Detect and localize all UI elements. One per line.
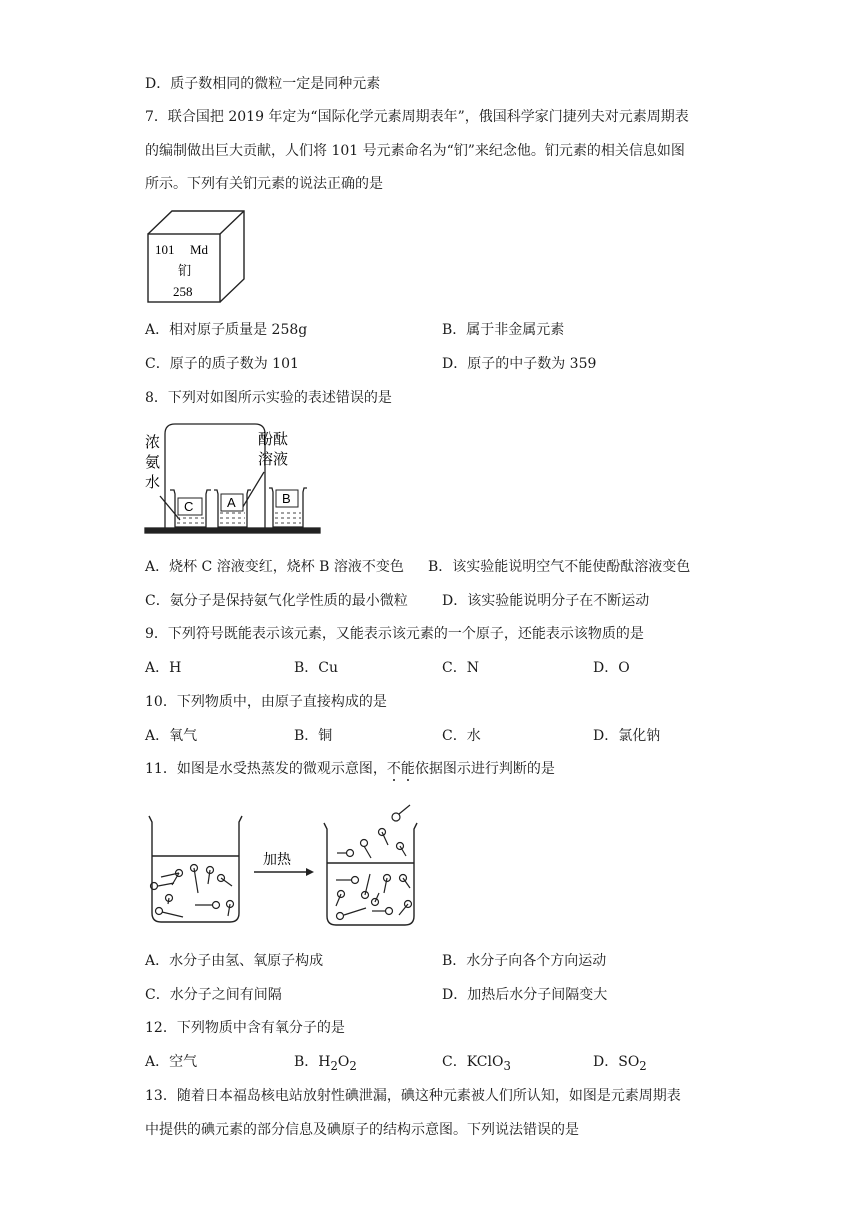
q13-stem-line1: 13．随着日本福岛核电站放射性碘泄漏，碘这种元素被人们所认知，如图是元素周期表 [145,1088,681,1104]
q12-option-c[interactable]: C．KClO$_3$ [442,1054,511,1073]
q9-option-a[interactable]: A．H [145,660,182,676]
phenolphthalein-label-1: 酚酞 [258,430,289,448]
q11-option-c[interactable]: C．水分子之间有间隔 [145,987,282,1003]
q11-option-b[interactable]: B．水分子向各个方向运动 [442,953,607,969]
water-evaporation-figure [146,798,432,932]
q12-option-b[interactable]: B．$H_2O_2$ [294,1054,357,1073]
q11-option-d[interactable]: D．加热后水分子间隔变大 [442,987,608,1003]
q12-option-a[interactable]: A．空气 [145,1054,198,1070]
q10-option-d[interactable]: D．氯化钠 [593,728,661,744]
emphasis-bu: 不 [386,761,401,777]
q10-option-c[interactable]: C．水 [442,728,481,744]
q7-stem-line2: 的编制做出巨大贡献，人们将 101 号元素命名为“钔”来纪念他。钔元素的相关信息如图 [145,143,685,159]
ammonia-label-3: 水 [145,473,161,491]
q6-option-d: D．质子数相同的微粒一定是同种元素 [145,76,381,92]
element-number: 101 [155,242,175,257]
q7-option-d[interactable]: D．原子的中子数为 359 [442,356,597,372]
q7-option-c[interactable]: C．原子的质子数为 101 [145,356,299,372]
q9-option-c[interactable]: C．N [442,660,479,676]
element-name: 钔 [178,264,192,279]
q9-option-d[interactable]: D．O [593,660,630,676]
q9-option-b[interactable]: B．Cu [294,660,339,676]
beaker-c-label: C [184,499,194,514]
q7-stem-line3: 所示。下列有关钔元素的说法正确的是 [145,176,383,192]
q11-stem: 11．如图是水受热蒸发的微观示意图，不能依据图示进行判断的是 [145,761,555,777]
q13-stem-line2: 中提供的碘元素的部分信息及碘原子的结构示意图。下列说法错误的是 [145,1122,579,1138]
q12-option-d[interactable]: D．$SO_2$ [593,1054,647,1073]
emphasis-neng: 能 [400,761,415,777]
q7-option-a[interactable]: A．相对原子质量是 258g [145,322,308,338]
q8-option-a[interactable]: A．烧杯 C 溶液变红，烧杯 B 溶液不变色 [145,559,404,575]
element-mass: 258 [173,284,193,299]
q8-option-d[interactable]: D．该实验能说明分子在不断运动 [442,593,650,609]
q9-stem: 9．下列符号既能表示该元素，又能表示该元素的一个原子，还能表示该物质的是 [145,626,644,642]
beaker-a-label: A [227,495,236,510]
ammonia-label-2: 氨 [145,453,161,471]
q8-stem: 8．下列对如图所示实验的表述错误的是 [145,390,392,406]
q10-option-a[interactable]: A．氧气 [145,728,198,744]
q7-option-b[interactable]: B．属于非金属元素 [442,322,565,338]
ammonia-experiment-figure [144,420,322,538]
heat-arrow-label: 加热 [263,852,291,868]
q12-stem: 12．下列物质中含有氧分子的是 [145,1020,345,1036]
q10-option-b[interactable]: B．铜 [294,728,333,744]
q8-option-b[interactable]: B．该实验能说明空气不能使酚酞溶液变色 [428,559,691,575]
element-cube-figure [145,208,247,306]
q11-option-a[interactable]: A．水分子由氢、氧原子构成 [145,953,324,969]
beaker-b-label: B [282,491,291,506]
q7-stem-line1: 7．联合国把 2019 年定为“国际化学元素周期表年”，俄国科学家门捷列夫对元素周期表 [145,109,689,125]
ammonia-label-1: 浓 [145,433,161,451]
q10-stem: 10．下列物质中，由原子直接构成的是 [145,694,387,710]
phenolphthalein-label-2: 溶液 [258,450,289,468]
q8-option-c[interactable]: C．氨分子是保持氨气化学性质的最小微粒 [145,593,408,609]
element-symbol: Md [190,242,209,257]
